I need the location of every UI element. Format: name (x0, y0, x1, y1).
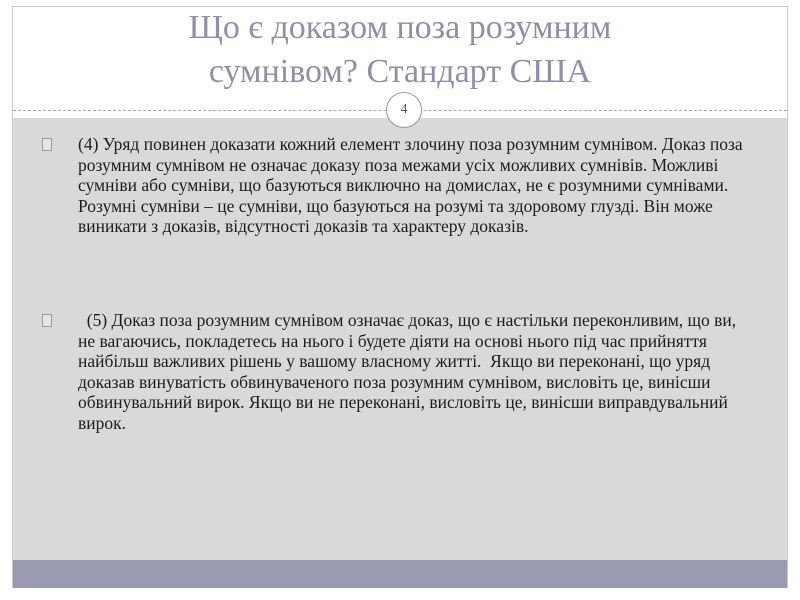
bullet-item (42, 310, 756, 433)
bullet-item (42, 134, 756, 237)
slide-title-line-1: Що є доказом поза розумним (188, 9, 612, 46)
bullet-text: (5) Доказ поза розумним сумнівом означає доказ, що є настільки переконливим, що ви, не вагаючись, покладетесь на нього і будете діяти на основі нього під час прийняття найбільш важливих рішень у вашому власному житті. Якщо ви переконані, що уряд доказав винуватість обвинуваченого поза розумним сумнівом, висловіть це, винісши обвинувальний вирок. Якщо ви не переконані, висловіть це, винісши виправдувальний вирок. (78, 310, 741, 433)
bullet-marker-icon (42, 314, 52, 327)
slide-title-line-2: сумнівом? Стандарт США (208, 53, 592, 90)
bullet-text: (4) Уряд повинен доказати кожний елемент злочину поза розумним сумнівом. Доказ поза розумним сумнівом не означає доказу поза межами усіх можливих сумнівів. Можливі сумніви або сумніви, що базуються виключно на домислах, не є розумними сумнівами. Розумні сумніви – це сумніви, що базуються на розумі та здоровому глузді. Він може виникати з доказів, відсутності доказів та характеру доказів. (78, 134, 743, 236)
slide-number: 4 (386, 92, 422, 128)
footer-bar (13, 560, 787, 588)
slide-title (60, 6, 740, 102)
bullet-marker-icon (42, 138, 52, 151)
